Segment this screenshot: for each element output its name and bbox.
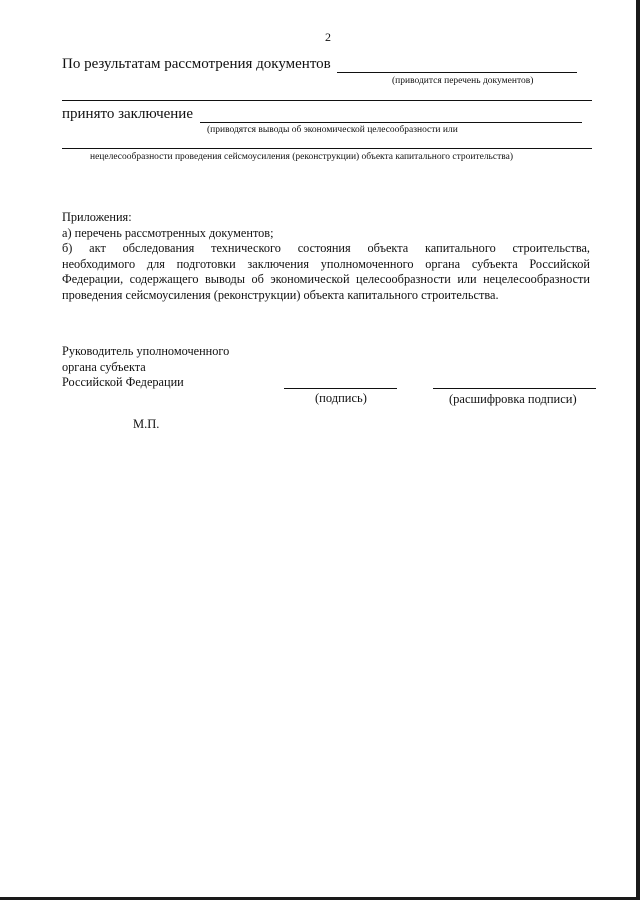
conclusion-fill-line [200, 122, 582, 123]
attachment-item-b-line: проведения сейсмоусиления (реконструкции) объекта капитального строительства. [62, 287, 499, 302]
stamp-place: М.П. [133, 417, 160, 431]
attachment-item-a: а) перечень рассмотренных документов; [62, 225, 274, 240]
signatory-line: Российской Федерации [62, 375, 184, 390]
signature-caption: (подпись) [315, 391, 367, 405]
attachment-item-b [62, 241, 590, 303]
conclusion-label: принято заключение [62, 106, 193, 122]
conclusion-hint-line2: нецелесообразности проведения сейсмоусиления (реконструкции) объекта капитального строительства) [90, 152, 513, 162]
signatory-block [62, 344, 229, 391]
conclusion-continuation-line [62, 148, 592, 149]
decoding-line [433, 388, 596, 389]
attachment-item-b-line: Федерации, содержащего выводы об экономической целесообразности или нецелесообразности [62, 272, 590, 287]
results-fill-line [337, 72, 577, 73]
page-number: 2 [325, 30, 331, 44]
attachments-heading: Приложения: [62, 210, 132, 224]
attachment-item-b-line: необходимого для подготовки заключения уполномоченного органа субъекта Российской [62, 256, 590, 271]
scan-edge-right [636, 0, 640, 900]
signatory-line: органа субъекта [62, 359, 146, 374]
signature-line [284, 388, 397, 389]
results-label: По результатам рассмотрения документов [62, 56, 331, 72]
decoding-caption: (расшифровка подписи) [449, 392, 577, 406]
attachment-item-b-line: б) акт обследования технического состояния объекта капитального строительства, [62, 241, 590, 256]
results-hint: (приводится перечень документов) [392, 76, 534, 86]
conclusion-hint-line1: (приводятся выводы об экономической целесообразности или [207, 125, 458, 135]
signatory-line: Руководитель уполномоченного [62, 344, 230, 358]
results-continuation-line [62, 100, 592, 101]
